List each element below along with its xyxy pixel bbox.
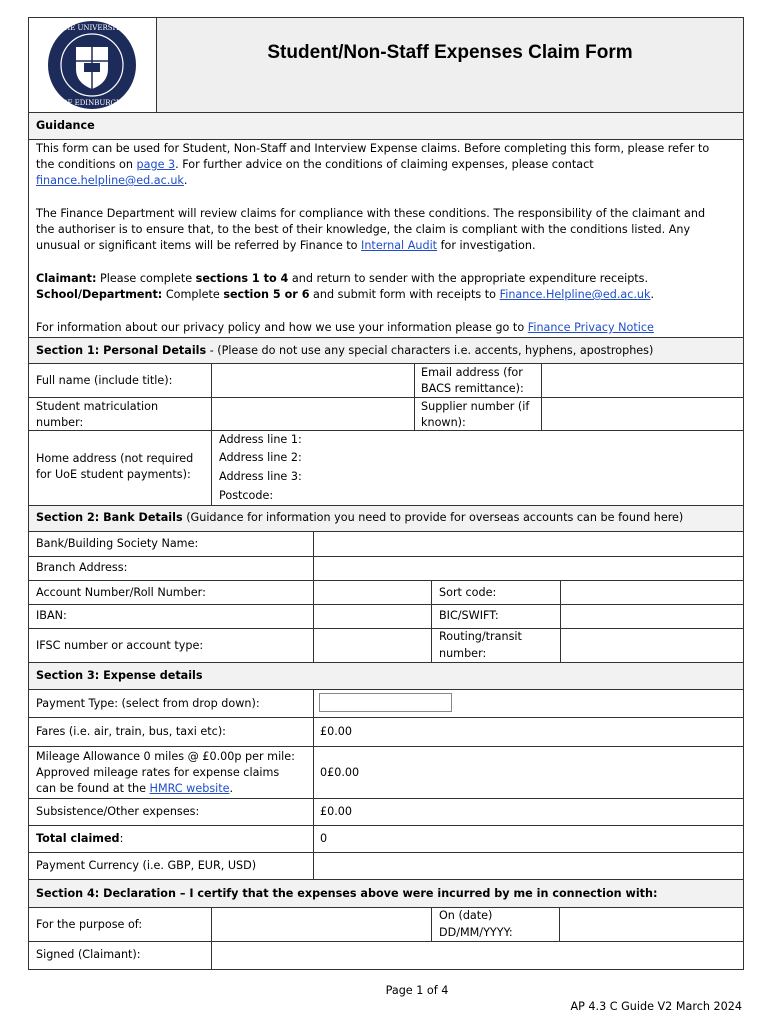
- svg-text:OF EDINBURGH: OF EDINBURGH: [61, 99, 123, 107]
- sort-code-label: Sort code:: [439, 586, 497, 599]
- address-line-3[interactable]: Address line 3:: [219, 470, 302, 483]
- guidance-line-1: This form can be used for Student, Non-Staff and Interview Expense claims. Before completing this form, please refer to: [36, 142, 710, 155]
- signed-label: Signed (Claimant):: [36, 948, 141, 961]
- sort-code-field[interactable]: [561, 581, 743, 604]
- on-date-label-1: On (date): [439, 909, 493, 922]
- iban-label: IBAN:: [36, 609, 67, 622]
- email-label-2: BACS remittance):: [421, 382, 524, 395]
- svg-text:THE UNIVERSITY: THE UNIVERSITY: [59, 24, 125, 32]
- home-address-label-1: Home address (not required: [36, 452, 194, 465]
- iban-field[interactable]: [314, 605, 431, 628]
- on-date-label-2: DD/MM/YYYY:: [439, 926, 513, 939]
- hmrc-website-link[interactable]: HMRC website: [149, 782, 230, 795]
- signature-field[interactable]: [212, 942, 743, 969]
- page-title: Student/Non-Staff Expenses Claim Form: [267, 42, 633, 63]
- date-field[interactable]: [560, 908, 743, 941]
- finance-helpline-submit-link[interactable]: Finance.Helpline@ed.ac.uk: [499, 288, 651, 301]
- matric-label-1: Student matriculation: [36, 400, 159, 413]
- bank-name-field[interactable]: [314, 532, 743, 556]
- claimant-instructions: Claimant: Please complete sections 1 to 4 and return to sender with the appropriate expenditure receipts.: [36, 272, 649, 285]
- ifsc-label: IFSC number or account type:: [36, 639, 204, 652]
- subsistence-label: Subsistence/Other expenses:: [36, 805, 200, 818]
- routing-field[interactable]: [561, 629, 743, 662]
- supplier-label-2: known):: [421, 416, 466, 429]
- bank-name-label: Bank/Building Society Name:: [36, 537, 199, 550]
- branch-address-field[interactable]: [314, 557, 743, 580]
- payment-type-label: Payment Type: (select from drop down):: [36, 697, 260, 710]
- purpose-label: For the purpose of:: [36, 918, 143, 931]
- page-3-link[interactable]: page 3: [136, 158, 176, 171]
- routing-label-2: number:: [439, 647, 487, 660]
- account-number-field[interactable]: [314, 581, 431, 604]
- full-name-field[interactable]: [212, 364, 414, 397]
- finance-privacy-notice-link[interactable]: Finance Privacy Notice: [527, 321, 654, 334]
- ifsc-field[interactable]: [314, 629, 431, 662]
- total-claimed-label: Total claimed:: [36, 832, 124, 845]
- mileage-label-1: Mileage Allowance 0 miles @ £0.00p per mile:: [36, 750, 295, 763]
- full-name-label: Full name (include title):: [36, 374, 173, 387]
- bic-field[interactable]: [561, 605, 743, 628]
- matric-field[interactable]: [212, 398, 414, 430]
- document-reference: AP 4.3 C Guide V2 March 2024: [570, 1000, 742, 1013]
- supplier-label-1: Supplier number (if: [421, 400, 530, 413]
- payment-currency-label: Payment Currency (i.e. GBP, EUR, USD): [36, 859, 257, 872]
- fares-value[interactable]: £0.00: [320, 725, 353, 738]
- account-number-label: Account Number/Roll Number:: [36, 586, 206, 599]
- address-line-1[interactable]: Address line 1:: [219, 433, 302, 446]
- home-address-label-2: for UoE student payments):: [36, 468, 191, 481]
- guidance-heading: Guidance: [36, 119, 95, 132]
- branch-address-label: Branch Address:: [36, 561, 128, 574]
- routing-label-1: Routing/transit: [439, 630, 522, 643]
- section3-heading: Section 3: Expense details: [36, 669, 203, 682]
- guidance-line-4: The Finance Department will review claims for compliance with these conditions. The responsibility of the claimant and: [36, 207, 706, 220]
- guidance-line-3: finance.helpline@ed.ac.uk.: [36, 174, 188, 187]
- address-line-2[interactable]: Address line 2:: [219, 451, 302, 464]
- finance-helpline-email-link[interactable]: finance.helpline@ed.ac.uk: [36, 174, 184, 187]
- school-instructions: School/Department: Complete section 5 or 6 and submit form with receipts to Finance.Helpline@ed.ac.uk.: [36, 288, 655, 301]
- subsistence-value[interactable]: £0.00: [320, 805, 353, 818]
- payment-currency-field[interactable]: [314, 853, 743, 879]
- fares-label: Fares (i.e. air, train, bus, taxi etc):: [36, 725, 226, 738]
- bic-label: BIC/SWIFT:: [439, 609, 499, 622]
- email-field[interactable]: [542, 364, 743, 397]
- email-label-1: Email address (for: [421, 366, 523, 379]
- payment-type-dropdown[interactable]: [319, 693, 452, 712]
- postcode[interactable]: Postcode:: [219, 489, 274, 502]
- section1-heading: Section 1: Personal Details - (Please do not use any special characters i.e. accents, hyphens, apostrophes): [36, 344, 654, 357]
- section4-heading: Section 4: Declaration – I certify that the expenses above were incurred by me in connection with:: [36, 887, 658, 900]
- matric-label-2: number:: [36, 416, 84, 429]
- internal-audit-link[interactable]: Internal Audit: [361, 239, 438, 252]
- guidance-line-6: unusual or significant items will be referred by Finance to Internal Audit for investigation.: [36, 239, 536, 252]
- mileage-label-2: Approved mileage rates for expense claims: [36, 766, 280, 779]
- total-claimed-value: 0: [320, 832, 328, 845]
- page-number: Page 1 of 4: [385, 984, 449, 997]
- privacy-line: For information about our privacy policy and how we use your information please go to Finance Privacy Notice: [36, 321, 654, 334]
- guidance-line-2: the conditions on page 3. For further advice on the conditions of claiming expenses, please contact: [36, 158, 594, 171]
- mileage-label-3: can be found at the HMRC website.: [36, 782, 234, 795]
- mileage-value[interactable]: 0£0.00: [320, 766, 360, 779]
- purpose-field[interactable]: [212, 908, 431, 941]
- supplier-field[interactable]: [542, 398, 743, 430]
- section2-heading: Section 2: Bank Details (Guidance for information you need to provide for overseas accounts can be found here): [36, 511, 684, 524]
- guidance-line-5: the authoriser is to ensure that, to the best of their knowledge, the claim is compliant with the conditions listed. Any: [36, 223, 691, 236]
